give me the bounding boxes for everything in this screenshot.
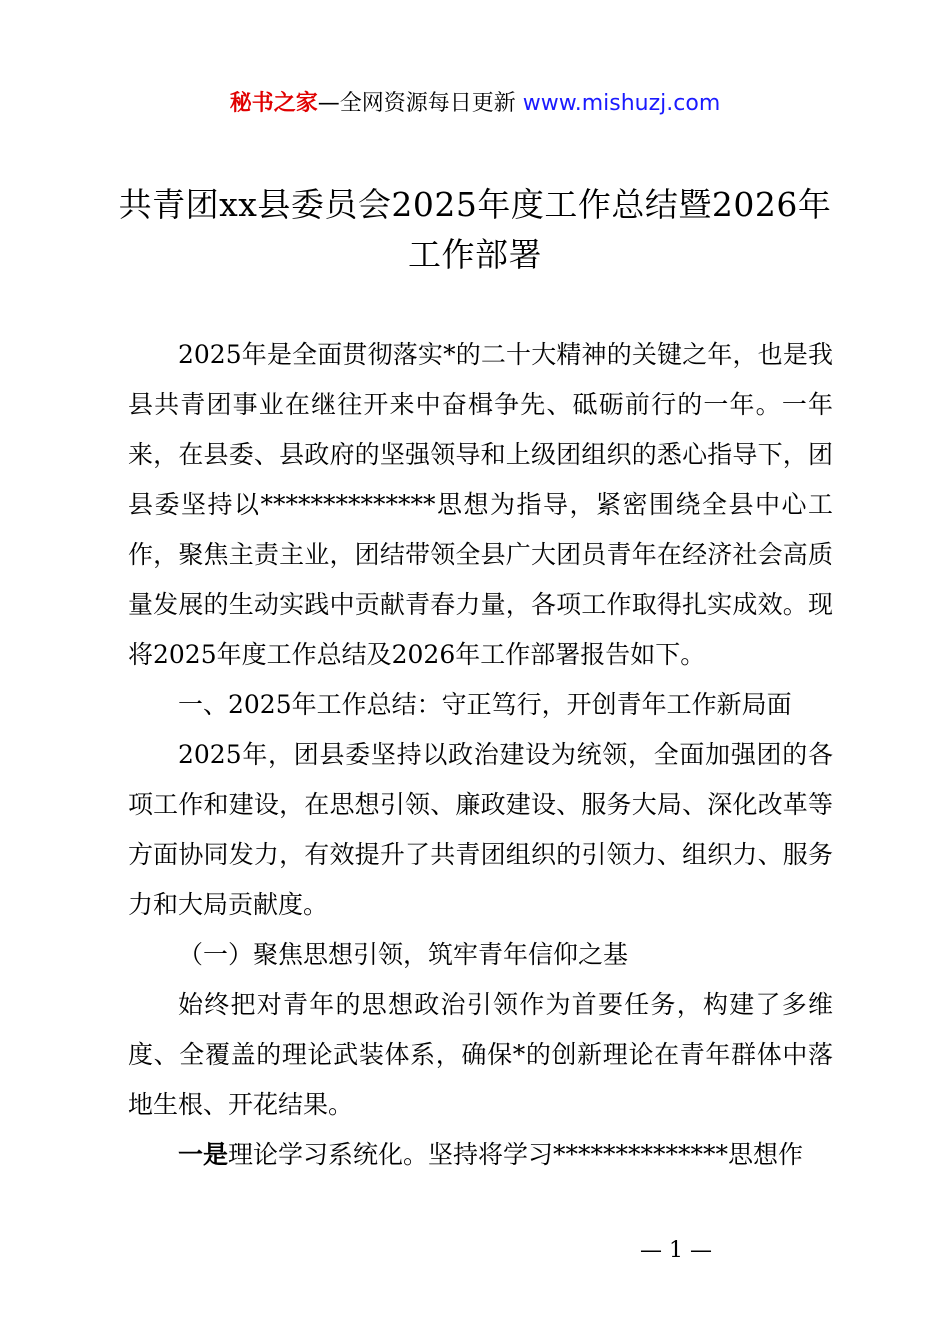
point-paragraph: [128, 1130, 833, 1180]
intro-paragraph: 2025年是全面贯彻落实*的二十大精神的关键之年，也是我县共青团事业在继往开来中奋楫争先、砥砺前行的一年。一年来，在县委、县政府的坚强领导和上级团组织的悉心指导下，团县委坚持以**************思想为指导，紧密围绕全县中心工作，聚焦主责主业，团结带领全县广大团员青年在经济社会高质量发展的生动实践中贡献青春力量，各项工作取得扎实成效。现将2025年度工作总结及2026年工作部署报告如下。: [128, 340, 833, 669]
subsection-intro-paragraph: 始终把对青年的思想政治引领作为首要任务，构建了多维度、全覆盖的理论武装体系，确保*的创新理论在青年群体中落地生根、开花结果。: [128, 990, 833, 1119]
subsection-heading: （一）聚焦思想引领，筑牢青年信仰之基: [178, 940, 629, 969]
document-title: 共青团xx县委员会2025年度工作总结暨2026年工作部署: [118, 185, 832, 274]
point-text: 理论学习系统化。坚持将学习**************思想作: [228, 1140, 804, 1169]
website-link[interactable]: www.mishuzj.com: [522, 91, 721, 116]
page-number: — 1 —: [640, 1238, 712, 1263]
section-intro-paragraph: 2025年，团县委坚持以政治建设为统领，全面加强团的各项工作和建设，在思想引领、廉政建设、服务大局、深化改革等方面协同发力，有效提升了共青团组织的引领力、组织力、服务力和大局贡献度。: [128, 740, 833, 919]
section-heading: 一、2025年工作总结：守正笃行，开创青年工作新局面: [178, 690, 792, 719]
header-slogan: —全网资源每日更新: [317, 91, 523, 116]
point-lead: 一是: [178, 1140, 229, 1169]
document-body: [128, 330, 833, 1180]
site-header: [0, 88, 950, 120]
brand-name: 秘书之家: [229, 91, 318, 116]
